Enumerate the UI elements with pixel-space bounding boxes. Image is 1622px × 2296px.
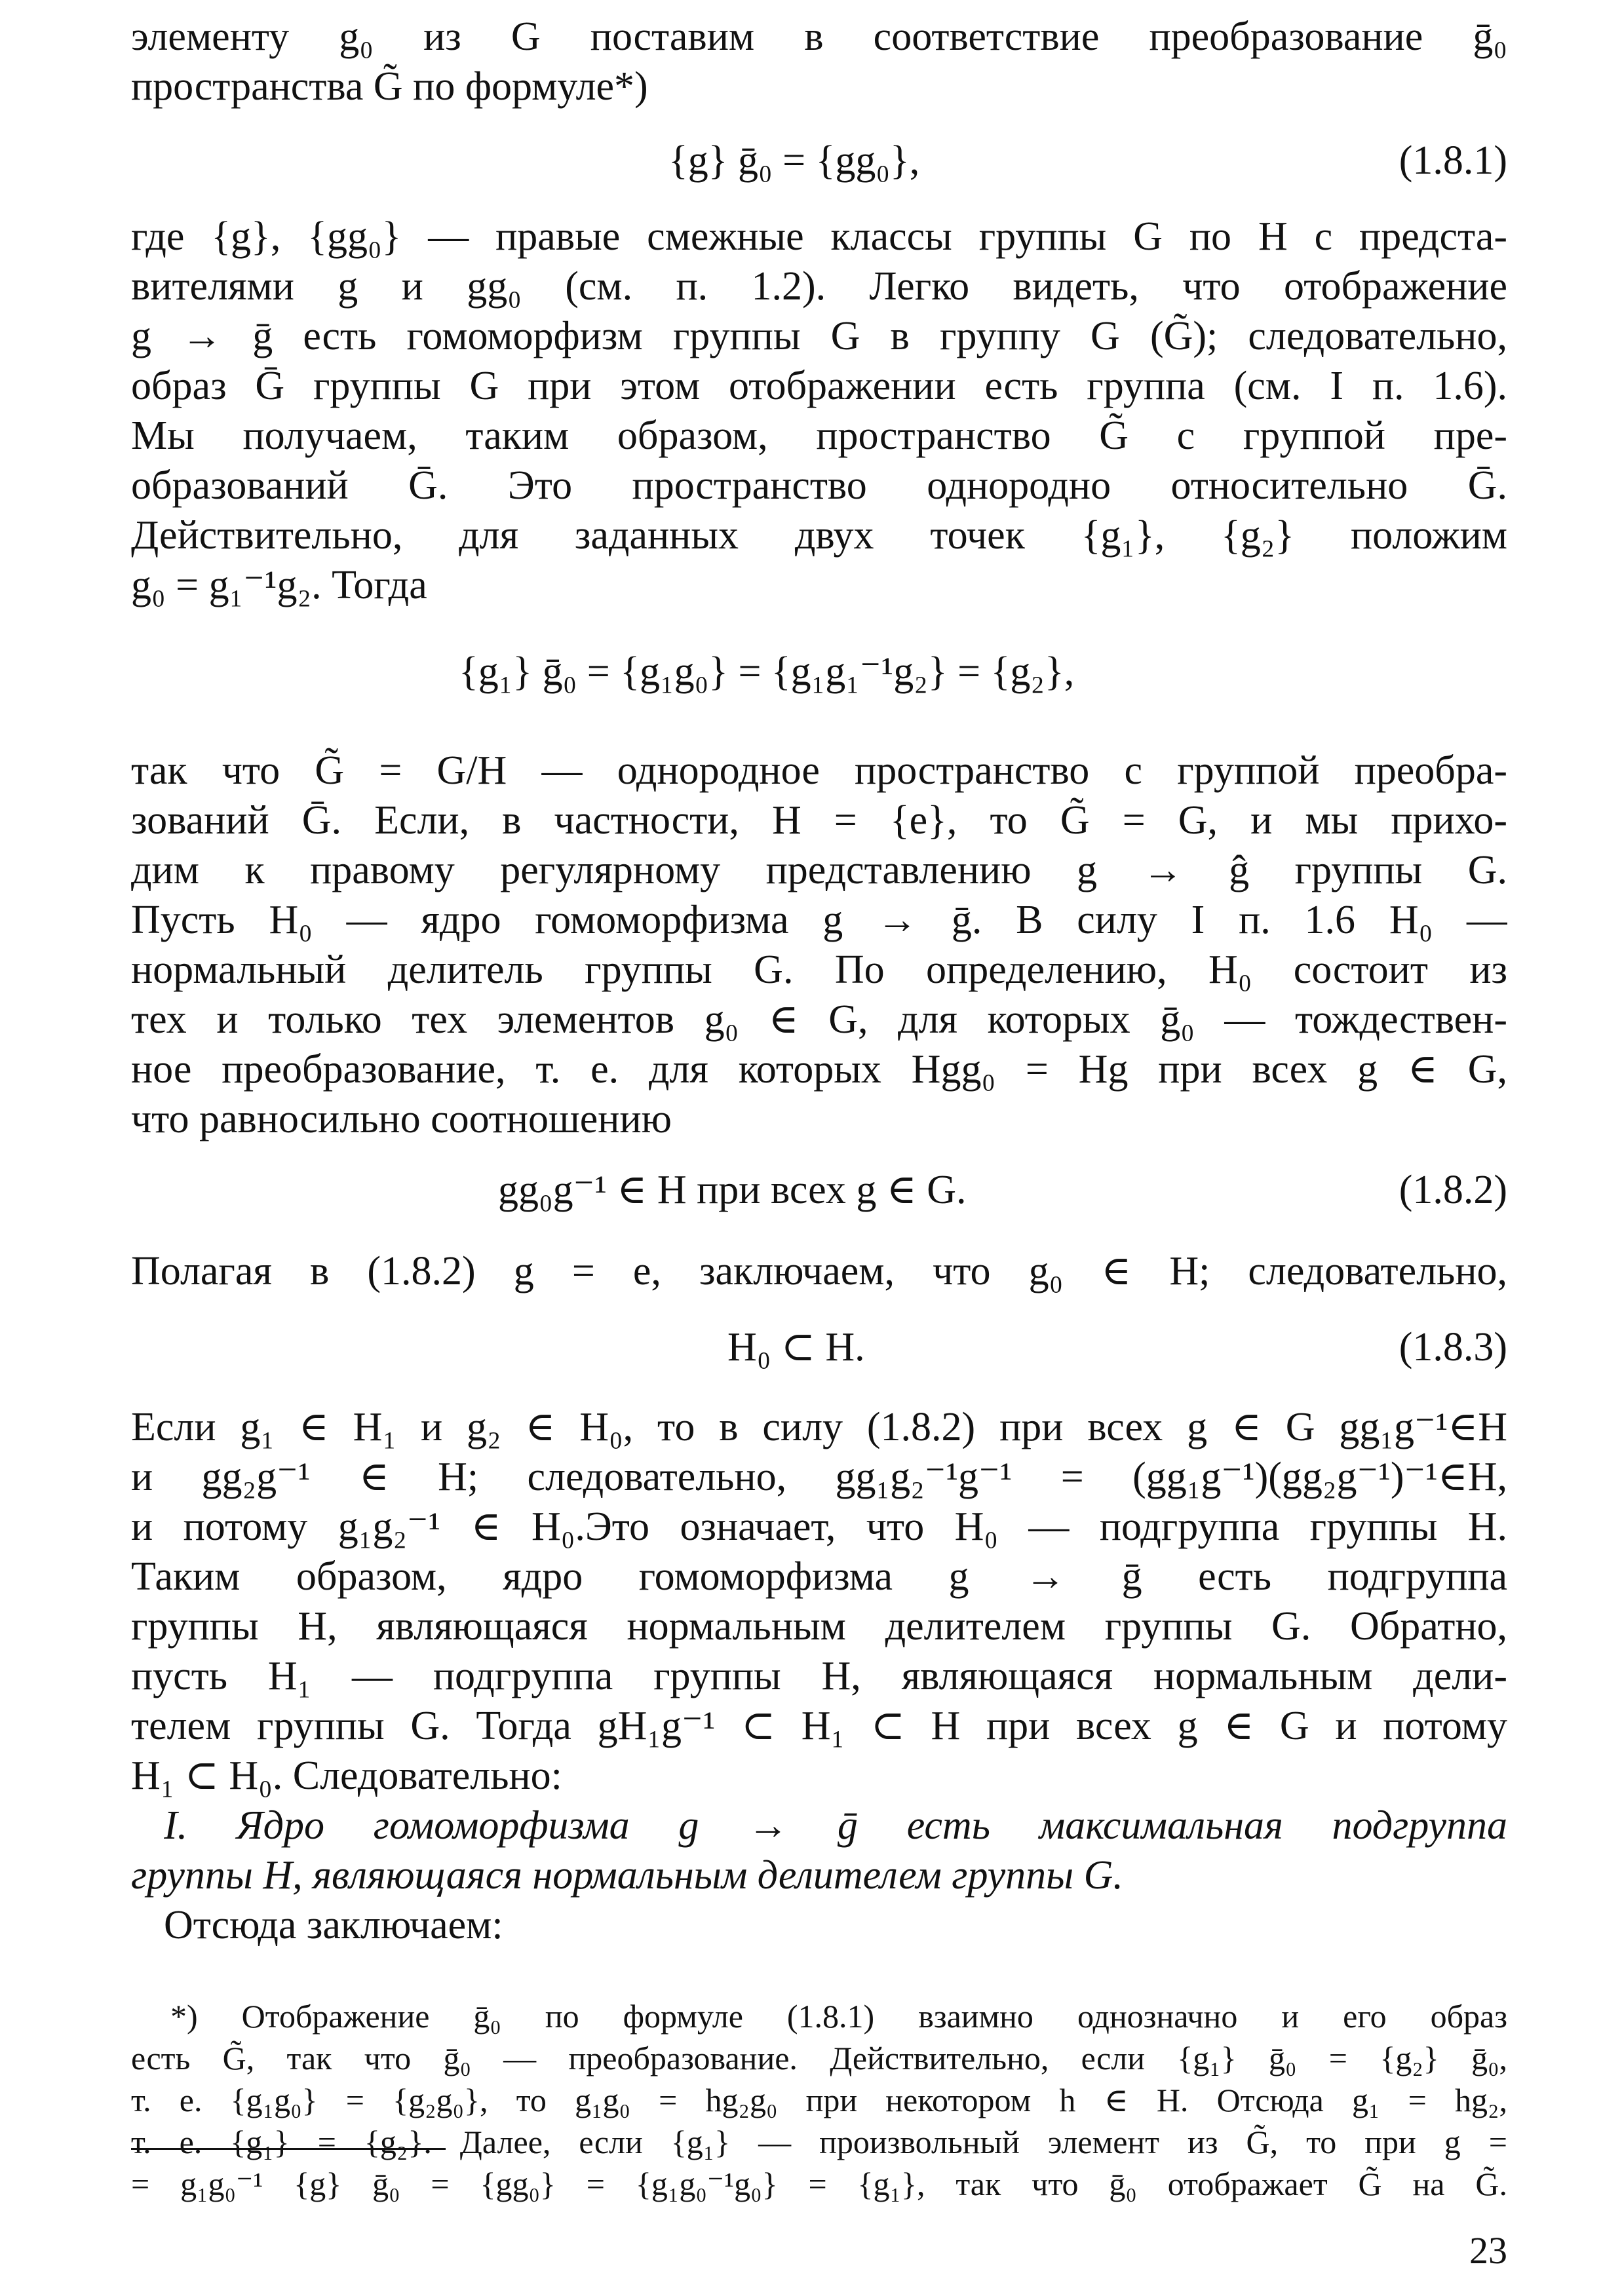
text-line: Действительно, для заданных двух точек {g₁}, {g₂} положим xyxy=(131,513,1507,558)
text-line: ное преобразование, т. е. для которых Hgg₀ = Hg при всех g ∈ G, xyxy=(131,1047,1507,1092)
text-line: элементу g₀ из G поставим в соответствие преобразование ḡ₀ xyxy=(131,14,1507,59)
book-page xyxy=(131,0,1507,2296)
text-line: и потому g₁g₂⁻¹ ∈ H₀.Это означает, что H₀ — подгруппа группы H. xyxy=(131,1504,1507,1549)
equation-1-8-2: gg₀g⁻¹ ∈ H при всех g ∈ G. xyxy=(498,1168,967,1212)
text-line: вителями g и gg₀ (см. п. 1.2). Легко видеть, что отображение xyxy=(131,264,1507,309)
equation-1-8-1: {g} ḡ₀ = {gg₀}, xyxy=(668,138,920,183)
text-line: Отсюда заключаем: xyxy=(164,1903,503,1947)
text-line: пусть H₁ — подгруппа группы H, являющаяся нормальным дели- xyxy=(131,1654,1507,1698)
text-line: Таким образом, ядро гомоморфизма g → ḡ есть подгруппа xyxy=(131,1554,1507,1599)
text-line: телем группы G. Тогда gH₁g⁻¹ ⊂ H₁ ⊂ H при всех g ∈ G и потому xyxy=(131,1704,1507,1748)
footnote-line: = g₁g₀⁻¹ {g} ḡ₀ = {gg₀} = {g₁g₀⁻¹g₀} = {g₁}, так что ḡ₀ отображает G̃ на G̃. xyxy=(131,2166,1507,2202)
text-line: что равносильно соотношению xyxy=(131,1097,672,1141)
theorem-statement: I. Ядро гомоморфизма g → ḡ есть максимальная подгруппа xyxy=(164,1803,1507,1848)
text-line: Если g₁ ∈ H₁ и g₂ ∈ H₀, то в силу (1.8.2) при всех g ∈ G gg₁g⁻¹∈H xyxy=(131,1405,1507,1449)
text-line: образ Ḡ группы G при этом отображении есть группа (см. I п. 1.6). xyxy=(131,364,1507,408)
text-line: Мы получаем, таким образом, пространство G̃ с группой пре- xyxy=(131,413,1507,458)
footnote-line: т. е. {g₁} = {g₂}. Далее, если {g₁} — произвольный элемент из G̃, то при g = xyxy=(131,2124,1507,2160)
text-line: g₀ = g₁⁻¹g₂. Тогда xyxy=(131,563,427,607)
text-line: образований Ḡ. Это пространство однородно относительно Ḡ. xyxy=(131,463,1507,508)
text-line: Пусть H₀ — ядро гомоморфизма g → ḡ. В силу I п. 1.6 H₀ — xyxy=(131,898,1507,942)
page-number: 23 xyxy=(1469,2229,1507,2272)
text-line: пространства G̃ по формуле*) xyxy=(131,64,648,109)
footnote-line: есть G̃, так что ḡ₀ — преобразование. Действительно, если {g₁} ḡ₀ = {g₂} ḡ₀, xyxy=(131,2040,1507,2076)
text-line: дим к правому регулярному представлению g → ĝ группы G. xyxy=(131,848,1507,892)
text-line: нормальный делитель группы G. По определению, H₀ состоит из xyxy=(131,947,1507,992)
footnote-line: *) Отображение ḡ₀ по формуле (1.8.1) взаимно однозначно и его образ xyxy=(170,1998,1507,2035)
text-line: H₁ ⊂ H₀. Следовательно: xyxy=(131,1753,562,1798)
equation-1-8-3: H₀ ⊂ H. xyxy=(727,1325,865,1369)
text-line: Полагая в (1.8.2) g = e, заключаем, что g₀ ∈ H; следовательно, xyxy=(131,1249,1507,1293)
equation-display: {g₁} ḡ₀ = {g₁g₀} = {g₁g₁⁻¹g₂} = {g₂}, xyxy=(459,649,1075,694)
equation-number: (1.8.1) xyxy=(1399,138,1507,183)
text-line: и gg₂g⁻¹ ∈ H; следовательно, gg₁g₂⁻¹g⁻¹ = (gg₁g⁻¹)(gg₂g⁻¹)⁻¹∈H, xyxy=(131,1455,1507,1499)
text-line: g → ḡ есть гомоморфизм группы G в группу G (G̃); следовательно, xyxy=(131,314,1507,358)
footnote-line: т. е. {g₁g₀} = {g₂g₀}, то g₁g₀ = hg₂g₀ при некотором h ∈ H. Отсюда g₁ = hg₂, xyxy=(131,2082,1507,2118)
text-line: тех и только тех элементов g₀ ∈ G, для которых ḡ₀ — тождествен- xyxy=(131,997,1507,1042)
theorem-statement: группы H, являющаяся нормальным делителем группы G. xyxy=(131,1853,1123,1898)
text-line: так что G̃ = G/H — однородное пространство с группой преобра- xyxy=(131,748,1507,793)
text-line: зований Ḡ. Если, в частности, H = {e}, то G̃ = G, и мы прихо- xyxy=(131,798,1507,843)
text-line: где {g}, {gg₀} — правые смежные классы группы G по H с предста- xyxy=(131,214,1507,259)
text-line: группы H, являющаяся нормальным делителем группы G. Обратно, xyxy=(131,1604,1507,1649)
equation-number: (1.8.3) xyxy=(1399,1325,1507,1369)
equation-number: (1.8.2) xyxy=(1399,1168,1507,1212)
